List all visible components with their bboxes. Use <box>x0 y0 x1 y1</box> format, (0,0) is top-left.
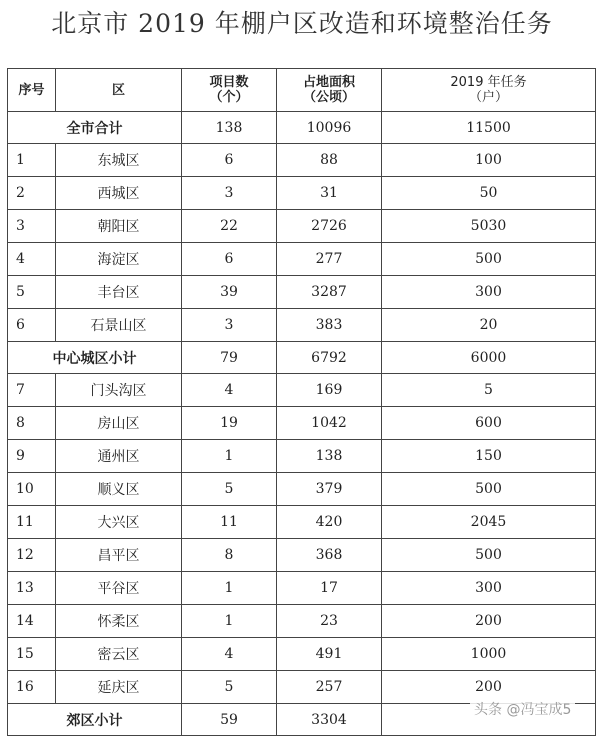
cell-task: 300 <box>382 572 596 605</box>
table-row <box>8 539 596 572</box>
cell-task: 150 <box>382 440 596 473</box>
cell-task: 200 <box>382 605 596 638</box>
table-row <box>8 177 596 210</box>
cell-district: 怀柔区 <box>56 605 182 638</box>
table-row <box>8 144 596 177</box>
cell-area: 3304 <box>277 704 382 736</box>
cell-projects: 3 <box>182 177 277 210</box>
cell-index: 3 <box>8 210 56 243</box>
header-area <box>277 69 382 112</box>
cell-projects: 59 <box>182 704 277 736</box>
header-task-unit: （户） <box>468 90 508 105</box>
cell-task: 300 <box>382 276 596 309</box>
header-index: 序号 <box>8 69 56 112</box>
table-row <box>8 407 596 440</box>
table-row <box>8 473 596 506</box>
page-title: 北京市 2019 年棚户区改造和环境整治任务 <box>51 9 553 38</box>
task-table <box>7 68 596 736</box>
header-projects-unit: （个） <box>209 90 249 105</box>
table-row <box>8 506 596 539</box>
cell-area: 3287 <box>277 276 382 309</box>
cell-task: 5030 <box>382 210 596 243</box>
cell-area: 6792 <box>277 342 382 374</box>
subtotal-label: 全市合计 <box>8 112 182 144</box>
cell-task: 1000 <box>382 638 596 671</box>
table-body <box>8 112 596 736</box>
cell-area: 169 <box>277 374 382 407</box>
cell-area: 2726 <box>277 210 382 243</box>
cell-projects: 22 <box>182 210 277 243</box>
subtotal-row <box>8 112 596 144</box>
cell-district: 平谷区 <box>56 572 182 605</box>
cell-projects: 6 <box>182 144 277 177</box>
cell-index: 4 <box>8 243 56 276</box>
cell-district: 西城区 <box>56 177 182 210</box>
header-area-label: 占地面积 <box>302 75 355 90</box>
cell-projects: 1 <box>182 572 277 605</box>
cell-projects: 8 <box>182 539 277 572</box>
cell-projects: 4 <box>182 638 277 671</box>
cell-index: 2 <box>8 177 56 210</box>
cell-area: 379 <box>277 473 382 506</box>
cell-district: 通州区 <box>56 440 182 473</box>
cell-task: 5 <box>382 374 596 407</box>
cell-projects: 19 <box>182 407 277 440</box>
subtotal-label: 郊区小计 <box>8 704 182 736</box>
cell-projects: 5 <box>182 671 277 704</box>
cell-projects: 3 <box>182 309 277 342</box>
cell-index: 7 <box>8 374 56 407</box>
cell-projects: 4 <box>182 374 277 407</box>
cell-task: 500 <box>382 243 596 276</box>
table-header-row <box>8 69 596 112</box>
cell-district: 东城区 <box>56 144 182 177</box>
table-row <box>8 374 596 407</box>
cell-projects: 1 <box>182 605 277 638</box>
cell-task: 500 <box>382 539 596 572</box>
cell-index: 10 <box>8 473 56 506</box>
cell-index: 5 <box>8 276 56 309</box>
table-row <box>8 572 596 605</box>
cell-index: 9 <box>8 440 56 473</box>
cell-task: 100 <box>382 144 596 177</box>
cell-district: 房山区 <box>56 407 182 440</box>
cell-index: 13 <box>8 572 56 605</box>
header-area-unit: （公顷） <box>302 90 355 105</box>
cell-area: 10096 <box>277 112 382 144</box>
cell-area: 257 <box>277 671 382 704</box>
watermark-text: 头条 @冯宝成5 <box>474 702 572 718</box>
table-row <box>8 243 596 276</box>
cell-task: 20 <box>382 309 596 342</box>
cell-index: 11 <box>8 506 56 539</box>
cell-index: 15 <box>8 638 56 671</box>
cell-task: 50 <box>382 177 596 210</box>
subtotal-row <box>8 342 596 374</box>
cell-index: 14 <box>8 605 56 638</box>
cell-district: 朝阳区 <box>56 210 182 243</box>
cell-area: 17 <box>277 572 382 605</box>
watermark <box>470 696 575 722</box>
cell-district: 丰台区 <box>56 276 182 309</box>
cell-projects: 39 <box>182 276 277 309</box>
cell-area: 368 <box>277 539 382 572</box>
cell-area: 23 <box>277 605 382 638</box>
cell-index: 12 <box>8 539 56 572</box>
cell-district: 门头沟区 <box>56 374 182 407</box>
cell-area: 383 <box>277 309 382 342</box>
cell-area: 1042 <box>277 407 382 440</box>
cell-district: 顺义区 <box>56 473 182 506</box>
cell-index: 16 <box>8 671 56 704</box>
table-row <box>8 309 596 342</box>
cell-area: 277 <box>277 243 382 276</box>
cell-projects: 138 <box>182 112 277 144</box>
cell-task: 600 <box>382 407 596 440</box>
header-projects <box>182 69 277 112</box>
table-row <box>8 276 596 309</box>
cell-index: 8 <box>8 407 56 440</box>
subtotal-label: 中心城区小计 <box>8 342 182 374</box>
cell-area: 491 <box>277 638 382 671</box>
cell-task: 6000 <box>382 342 596 374</box>
cell-area: 138 <box>277 440 382 473</box>
cell-index: 6 <box>8 309 56 342</box>
cell-projects: 5 <box>182 473 277 506</box>
cell-task: 2045 <box>382 506 596 539</box>
header-task <box>382 69 596 112</box>
header-district: 区 <box>56 69 182 112</box>
cell-index: 1 <box>8 144 56 177</box>
table-row <box>8 210 596 243</box>
cell-district: 密云区 <box>56 638 182 671</box>
cell-projects: 6 <box>182 243 277 276</box>
cell-area: 420 <box>277 506 382 539</box>
cell-district: 海淀区 <box>56 243 182 276</box>
table-row <box>8 440 596 473</box>
cell-task: 11500 <box>382 112 596 144</box>
cell-projects: 1 <box>182 440 277 473</box>
cell-district: 延庆区 <box>56 671 182 704</box>
table-row <box>8 638 596 671</box>
cell-projects: 79 <box>182 342 277 374</box>
header-task-label: 2019 年任务 <box>450 75 527 90</box>
cell-task: 200 <box>382 671 596 704</box>
header-projects-label: 项目数 <box>209 75 249 90</box>
table-row <box>8 605 596 638</box>
cell-district: 昌平区 <box>56 539 182 572</box>
cell-projects: 11 <box>182 506 277 539</box>
cell-area: 88 <box>277 144 382 177</box>
cell-district: 石景山区 <box>56 309 182 342</box>
cell-district: 大兴区 <box>56 506 182 539</box>
cell-task: 500 <box>382 473 596 506</box>
cell-area: 31 <box>277 177 382 210</box>
